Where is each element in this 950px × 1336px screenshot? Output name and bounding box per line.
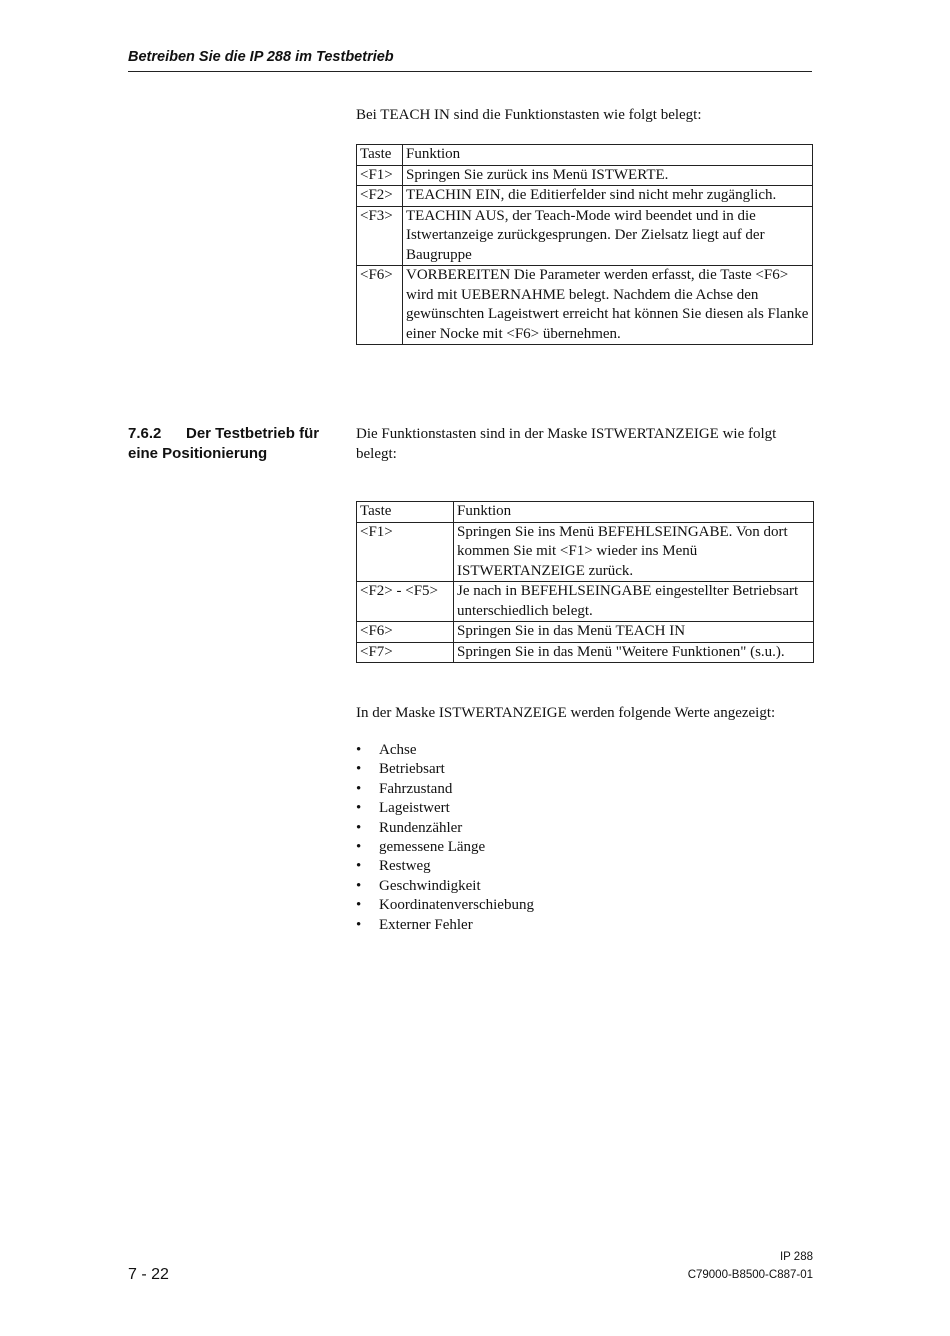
list-item: • Geschwindigkeit [356,877,534,896]
table-row [357,642,814,663]
list-item: • Betriebsart [356,760,534,779]
section-title-line1: Der Testbetrieb für [186,425,320,442]
table-row [357,206,813,266]
footer-order-number: C79000-B8500-C887-01 [687,1269,813,1281]
function-cell: Springen Sie ins Menü BEFEHLSEINGABE. Von dort kommen Sie mit <F1> wieder ins Menü ISTWERTANZEIGE zurück. [454,522,814,582]
function-cell: Springen Sie in das Menü "Weitere Funktionen" (s.u.). [454,642,814,663]
istwertanzeige-intro: Die Funktionstasten sind in der Maske ISTWERTANZEIGE wie folgt belegt: [356,426,777,462]
section-number: 7.6.2 [128,425,162,442]
list-item: • Koordinatenverschiebung [356,896,534,915]
page-number: 7 - 22 [128,1266,169,1283]
key-cell: <F1> [357,522,454,582]
function-cell: VORBEREITEN Die Parameter werden erfasst, die Taste <F6> wird mit UEBERNAHME belegt. Nachdem die Achse den gewünschten Lageistwert erreicht hat können Sie diesen als Flanke einer Nocke mit <F6> übernehmen. [403,266,813,345]
values-intro: In der Maske ISTWERTANZEIGE werden folgende Werte angezeigt: [356,705,776,721]
table-header-cell: Funktion [454,502,814,523]
teach-in-key-table [356,144,813,345]
key-cell: <F2> [357,186,403,207]
function-cell: Springen Sie in das Menü TEACH IN [454,622,814,643]
table-row [357,522,814,582]
header-rule [128,71,812,72]
section-heading [128,424,343,464]
key-cell: <F6> [357,266,403,345]
key-cell: <F3> [357,206,403,266]
list-item: • Restweg [356,857,534,876]
key-cell: <F7> [357,642,454,663]
displayed-values-list [356,741,534,935]
section-title-line2: eine Positionierung [128,445,268,462]
table-row [357,165,813,186]
function-cell: TEACHIN AUS, der Teach-Mode wird beendet und in die Istwertanzeige zurückgesprungen. Der Zielsatz liegt auf der Baugruppe [403,206,813,266]
footer-product: IP 288 [779,1251,813,1263]
function-cell: TEACHIN EIN, die Editierfelder sind nicht mehr zugänglich. [403,186,813,207]
table-row [357,582,814,622]
key-cell: <F1> [357,165,403,186]
table-header-cell: Taste [357,145,403,166]
function-cell: Springen Sie zurück ins Menü ISTWERTE. [403,165,813,186]
list-item: • Rundenzähler [356,819,534,838]
list-item: • Achse [356,741,534,760]
table-row [357,186,813,207]
list-item: • gemessene Länge [356,838,534,857]
table-row [357,622,814,643]
teach-in-intro: Bei TEACH IN sind die Funktionstasten wie folgt belegt: [356,107,702,123]
function-cell: Je nach in BEFEHLSEINGABE eingestellter Betriebsart unterschiedlich belegt. [454,582,814,622]
key-cell: <F2> - <F5> [357,582,454,622]
table-header-row [357,502,814,523]
table-header-cell: Taste [357,502,454,523]
table-row [357,266,813,345]
list-item: • Fahrzustand [356,780,534,799]
istwertanzeige-key-table [356,501,814,663]
list-item: • Lageistwert [356,799,534,818]
list-item: • Externer Fehler [356,916,534,935]
table-header-row [357,145,813,166]
table-header-cell: Funktion [403,145,813,166]
key-cell: <F6> [357,622,454,643]
running-header: Betreiben Sie die IP 288 im Testbetrieb [128,49,394,65]
